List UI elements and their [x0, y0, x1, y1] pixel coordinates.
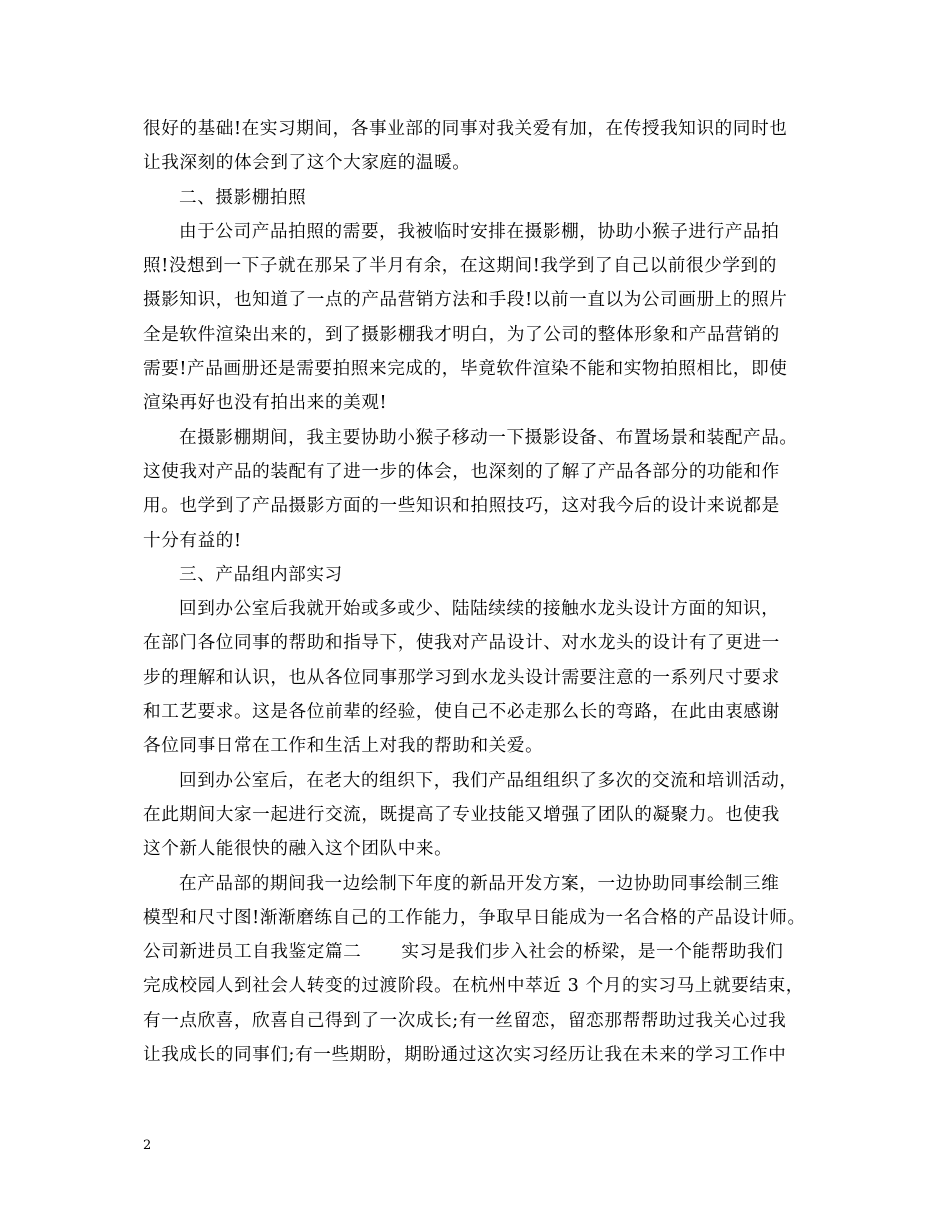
text-line: 模型和尺寸图!渐渐磨练自己的工作能力，争取早日能成为一名合格的产品设计师。 — [143, 907, 806, 928]
text-line: 这个新人能很快的融入这个团队中来。 — [143, 839, 453, 860]
text-line: 步的理解和认识，也从各位同事那学习到水龙头设计需要注意的一系列尺寸要求 — [143, 667, 780, 688]
text-line: 在产品部的期间我一边绘制下年度的新品开发方案，一边协助同事绘制三维 — [179, 873, 780, 894]
text-line: 在此期间大家一起进行交流，既提高了专业技能又增强了团队的凝聚力。也使我 — [143, 804, 780, 825]
text-line: 各位同事日常在工作和生活上对我的帮助和关爱。 — [143, 736, 544, 757]
text-line: 用。也学到了产品摄影方面的一些知识和拍照技巧，这对我今后的设计来说都是 — [143, 496, 780, 517]
text-line: 照!没想到一下子就在那呆了半月有余，在这期间!我学到了自己以前很少学到的 — [143, 256, 777, 277]
paragraph-start: 实习是我们步入社会的桥梁，是一个能帮助我们 — [401, 942, 784, 963]
text-line: 让我深刻的体会到了这个大家庭的温暖。 — [143, 153, 471, 174]
text-line: 渲染再好也没有拍出来的美观! — [143, 393, 388, 414]
text-line: 回到办公室后，在老大的组织下，我们产品组组织了多次的交流和培训活动， — [179, 770, 798, 791]
text-line: 完成校园人到社会人转变的过渡阶段。在杭州中萃近 3 个月的实习马上就要结束， — [143, 976, 804, 997]
body-text — [143, 112, 833, 1072]
text-line: 由于公司产品拍照的需要，我被临时安排在摄影棚，协助小猴子进行产品拍 — [179, 221, 780, 242]
text-line: 回到办公室后我就开始或多或少、陆陆续续的接触水龙头设计方面的知识， — [179, 599, 780, 620]
text-line: 摄影知识，也知道了一点的产品营销方法和手段!以前一直以为公司画册上的照片 — [143, 290, 788, 311]
text-line: 这使我对产品的装配有了进一步的体会，也深刻的了解了产品各部分的功能和作 — [143, 461, 780, 482]
section-heading: 三、产品组内部实习 — [179, 564, 343, 585]
text-line-with-title — [143, 935, 833, 969]
text-line: 在部门各位同事的帮助和指导下，使我对产品设计、对水龙头的设计有了更进一 — [143, 633, 780, 654]
section-heading: 二、摄影棚拍照 — [179, 187, 307, 208]
text-line: 在摄影棚期间，我主要协助小猴子移动一下摄影设备、布置场景和装配产品。 — [179, 427, 798, 448]
text-line: 全是软件渲染出来的，到了摄影棚我才明白，为了公司的整体形象和产品营销的 — [143, 324, 780, 345]
article-title: 公司新进员工自我鉴定篇二 — [143, 942, 362, 963]
text-line: 有一点欣喜，欣喜自己得到了一次成长;有一丝留恋，留恋那帮帮助过我关心过我 — [143, 1010, 787, 1031]
page-number: 2 — [143, 1138, 152, 1153]
text-line: 和工艺要求。这是各位前辈的经验，使自己不必走那么长的弯路，在此由衷感谢 — [143, 702, 780, 723]
text-line: 需要!产品画册还是需要拍照来完成的，毕竟软件渲染不能和实物拍照相比，即使 — [143, 359, 788, 380]
text-line: 十分有益的! — [143, 530, 242, 551]
text-line: 让我成长的同事们;有一些期盼，期盼通过这次实习经历让我在未来的学习工作中 — [143, 1045, 787, 1066]
text-line: 很好的基础!在实习期间，各事业部的同事对我关爱有加，在传授我知识的同时也 — [143, 119, 788, 139]
